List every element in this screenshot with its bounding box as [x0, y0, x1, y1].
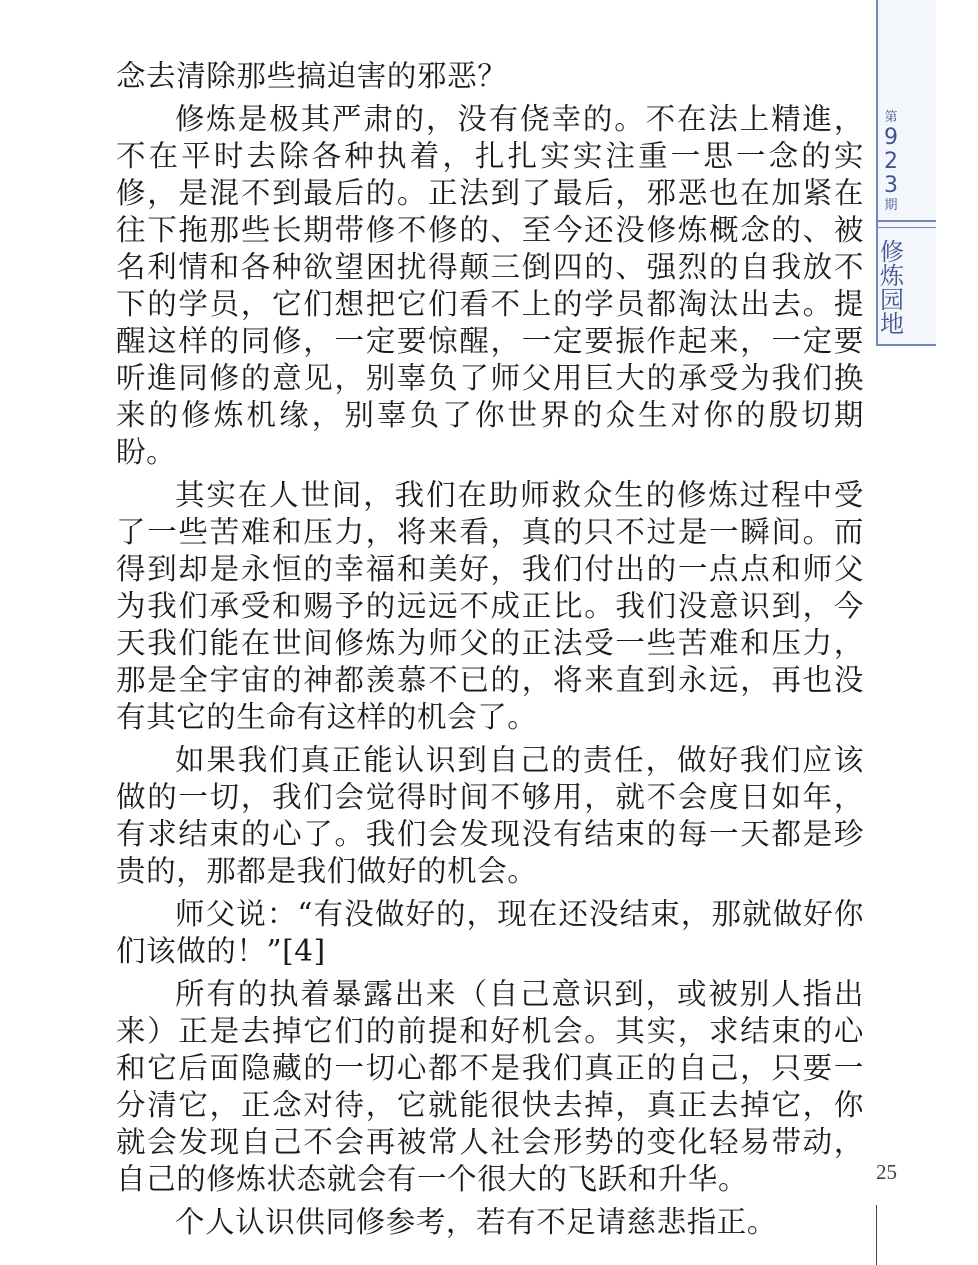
issue-suffix: 期 — [884, 198, 898, 213]
column-name-char: 修 — [880, 238, 904, 266]
sidebar — [876, 0, 978, 1265]
sidebar-rule — [876, 1205, 877, 1265]
paragraph: 如果我们真正能认识到自己的责任，做好我们应该做的一切，我们会觉得时间不够用，就不会度日如年，有求结束的心了。我们会发现没有结束的每一天都是珍贵的，那都是我们做好的机会。 — [116, 743, 864, 888]
issue-prefix: 第 — [884, 110, 898, 125]
paragraph: 修炼是极其严肃的，没有侥幸的。不在法上精進，不在平时去除各种执着，扎扎实实注重一思一念的实修，是混不到最后的。正法到了最后，邪恶也在加紧在往下拖那些长期带修不修的、至今还没修炼概念的、被名利情和各种欲望困扰得颠三倒四的、强烈的自我放不下的学员，它们想把它们看不上的学员都淘汰出去。提醒这样的同修，一定要惊醒，一定要振作起来，一定要听進同修的意见，别辜负了师父用巨大的承受为我们换来的修炼机缘，别辜负了你世界的众生对你的殷切期盼。 — [116, 102, 864, 469]
column-name-char: 炼 — [880, 262, 904, 290]
page-number: 25 — [876, 1160, 897, 1184]
issue-digit: 3 — [884, 173, 898, 198]
issue-digit: 2 — [884, 149, 898, 174]
sidebar-divider — [876, 220, 936, 222]
column-name — [878, 240, 906, 336]
paragraph: 其实在人世间，我们在助师救众生的修炼过程中受了一些苦难和压力，将来看，真的只不过是一瞬间。而得到却是永恒的幸福和美好，我们付出的一点点和师父为我们承受和赐予的远远不成正比。我们没意识到，今天我们能在世间修炼为师父的正法受一些苦难和压力，那是全宇宙的神都羡慕不已的，将来直到永远，再也没有其它的生命有这样的机会了。 — [116, 478, 864, 734]
paragraph: 所有的执着暴露出来（自己意识到，或被别人指出来）正是去掉它们的前提和好机会。其实，求结束的心和它后面隐藏的一切心都不是我们真正的自己，只要一分清它，正念对待，它就能很快去掉，真正去掉它，你就会发现自己不会再被常人社会形势的变化轻易带动，自己的修炼状态就会有一个很大的飞跃和升华。 — [116, 977, 864, 1196]
paragraph-closing: 个人认识供同修参考，若有不足请慈悲指正。 — [175, 1205, 778, 1239]
issue-number — [876, 110, 906, 214]
paragraph-continued: 念去清除那些搞迫害的邪恶？ — [116, 59, 508, 93]
column-name-char: 园 — [880, 286, 904, 314]
article-body — [116, 58, 864, 1247]
column-name-char: 地 — [880, 310, 904, 338]
sidebar-divider — [876, 227, 936, 228]
paragraph-quote: 师父说：“有没做好的，现在还没结束，那就做好你们该做的！”[4] — [116, 897, 864, 968]
issue-digit: 9 — [884, 125, 898, 150]
